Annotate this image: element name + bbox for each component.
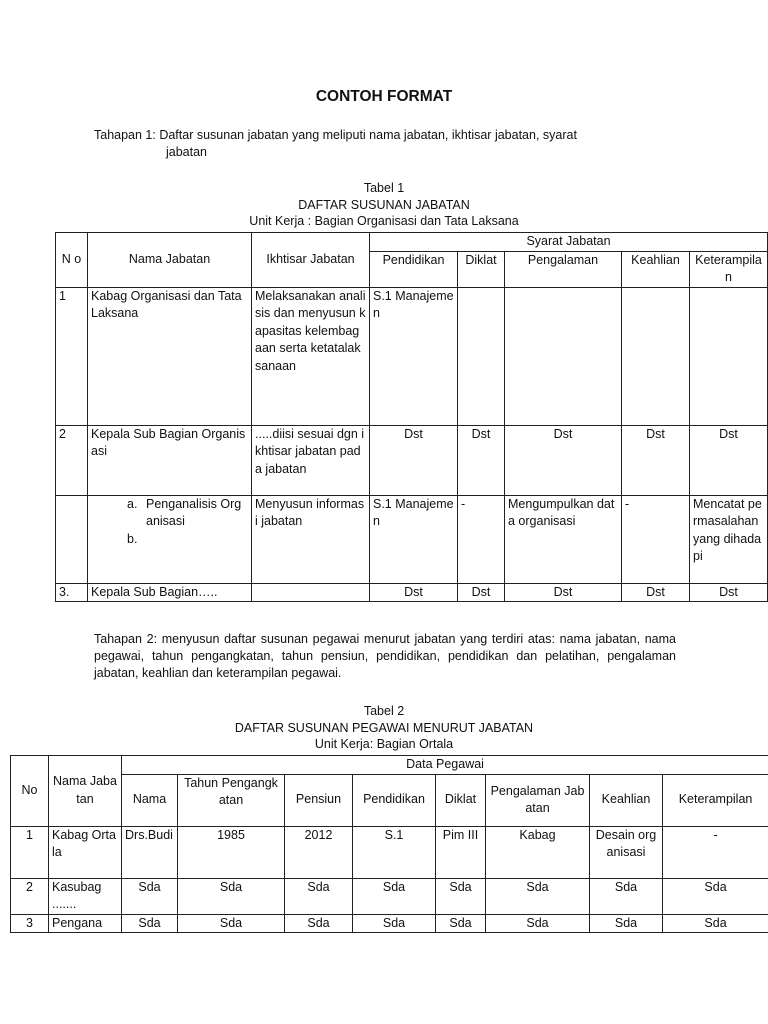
t2-r1-keterampilan: - [663, 826, 768, 878]
t2-header-pendidikan: Pendidikan [353, 774, 436, 826]
t2-r2-no: 2 [11, 878, 49, 914]
t2-r3-keterampilan: Sda [663, 914, 768, 933]
t1-header-pendidikan: Pendidikan [370, 251, 458, 287]
t1-header-keahlian: Keahlian [622, 251, 690, 287]
t2-r2-keterampilan: Sda [663, 878, 768, 914]
t1-row-3 [56, 495, 768, 583]
t2-header-no: No [11, 756, 49, 827]
t1-row-1 [56, 287, 768, 425]
table-2-caption-number: Tabel 2 [363, 704, 405, 718]
t2-row-2 [11, 878, 768, 914]
t1-r2-keahlian: Dst [622, 425, 690, 495]
t2-r2-nama: Sda [122, 878, 178, 914]
t2-header-data-pegawai: Data Pegawai [122, 756, 768, 775]
t1-header-ikhtisar-jabatan: Ikhtisar Jabatan [252, 233, 370, 288]
t2-header-keahlian: Keahlian [590, 774, 663, 826]
t1-r4-keterampilan: Dst [690, 583, 768, 602]
t1-r2-pendidikan: Dst [370, 425, 458, 495]
t2-r3-tahun: Sda [178, 914, 285, 933]
table-daftar-susunan-jabatan [55, 232, 768, 602]
t1-header-no: N o [56, 233, 88, 288]
t2-r3-no: 3 [11, 914, 49, 933]
t2-r2-pendidikan: Sda [353, 878, 436, 914]
t1-header-pengalaman: Pengalaman [505, 251, 622, 287]
t2-header-pengalaman-jabatan: Pengalaman Jabatan [486, 774, 590, 826]
t2-r3-diklat: Sda [436, 914, 486, 933]
t1-r2-pengalaman: Dst [505, 425, 622, 495]
t1-r1-no: 1 [56, 287, 88, 425]
t1-header-diklat: Diklat [458, 251, 505, 287]
table-2-caption-title: DAFTAR SUSUNAN PEGAWAI MENURUT JABATAN [234, 720, 534, 735]
t1-r3-keahlian: - [622, 495, 690, 583]
t2-row-3 [11, 914, 768, 933]
stage-1-line-1: Tahapan 1: Daftar susunan jabatan yang meliputi nama jabatan, ikhtisar jabatan, syarat [94, 128, 577, 142]
table-1-caption-unit: Unit Kerja : Bagian Organisasi dan Tata Laksana [249, 214, 519, 228]
t1-r1-nama: Kabag Organisasi dan Tata Laksana [88, 287, 252, 425]
t2-r2-diklat: Sda [436, 878, 486, 914]
t1-r3-sub-a-marker: a. [127, 496, 138, 511]
t1-r3-pendidikan: S.1 Manajemen [370, 495, 458, 583]
stage-2-paragraph: Tahapan 2: menyusun daftar susunan pegawai menurut jabatan yang terdiri atas: nama jabatan, nama pegawai, tahun pengangkatan, tahun pensiun, pendidikan, pendidikan dan pelatihan, pengalaman jabatan, keahlian dan keterampilan pegawai. [94, 632, 676, 680]
t1-r4-pendidikan: Dst [370, 583, 458, 602]
t1-r2-nama: Kepala Sub Bagian Organisasi [88, 425, 252, 495]
table-2-caption-unit: Unit Kerja: Bagian Ortala [314, 737, 454, 751]
t2-header-keterampilan: Keterampilan [663, 774, 768, 826]
t2-r2-jabatan: Kasubag ....... [49, 878, 122, 914]
t1-row-2 [56, 425, 768, 495]
stage-1-paragraph [94, 127, 676, 161]
t2-r1-pengalaman: Kabag [486, 826, 590, 878]
t2-r2-pensiun: Sda [285, 878, 353, 914]
t1-r3-no [56, 495, 88, 583]
t1-r1-diklat [458, 287, 505, 425]
t1-r3-ikhtisar: Menyusun informasi jabatan [252, 495, 370, 583]
t1-r4-diklat: Dst [458, 583, 505, 602]
t2-r3-jabatan: Pengana [49, 914, 122, 933]
table-1-caption-number: Tabel 1 [363, 181, 405, 195]
t1-r3-sub-item-a [127, 496, 248, 531]
t1-r3-diklat: - [458, 495, 505, 583]
t1-r4-keahlian: Dst [622, 583, 690, 602]
t1-r3-keterampilan: Mencatat permasalahan yang dihadapi [690, 495, 768, 583]
t1-r3-sub-item-b [127, 531, 248, 549]
t2-r1-diklat: Pim III [436, 826, 486, 878]
t1-r2-ikhtisar: .....diisi sesuai dgn ikhtisar jabatan pada jabatan [252, 425, 370, 495]
t2-r3-pengalaman: Sda [486, 914, 590, 933]
t2-r1-pensiun: 2012 [285, 826, 353, 878]
t2-r3-keahlian: Sda [590, 914, 663, 933]
t2-r1-keahlian: Desain organisasi [590, 826, 663, 878]
table-2-caption [0, 703, 768, 753]
t2-r1-no: 1 [11, 826, 49, 878]
t1-r4-no: 3. [56, 583, 88, 602]
t1-r4-ikhtisar [252, 583, 370, 602]
t1-r4-nama: Kepala Sub Bagian….. [88, 583, 252, 602]
t1-r2-diklat: Dst [458, 425, 505, 495]
t2-header-nama: Nama [122, 774, 178, 826]
t2-r1-pendidikan: S.1 [353, 826, 436, 878]
t1-header-keterampilan: Keterampilan [690, 251, 768, 287]
t2-r3-nama: Sda [122, 914, 178, 933]
t1-r1-ikhtisar: Melaksanakan analisis dan menyusun kapasitas kelembagaan serta ketatalaksanaan [252, 287, 370, 425]
t1-r2-no: 2 [56, 425, 88, 495]
t1-r3-sub-a-text: Penganalisis Organisasi [146, 496, 242, 528]
t2-header-diklat: Diklat [436, 774, 486, 826]
t1-r3-sub-list [91, 496, 248, 549]
t2-r1-nama: Drs.Budi [122, 826, 178, 878]
t2-row-1 [11, 826, 768, 878]
t1-r4-pengalaman: Dst [505, 583, 622, 602]
t1-r2-keterampilan: Dst [690, 425, 768, 495]
t1-r1-keterampilan [690, 287, 768, 425]
t2-header-pensiun: Pensiun [285, 774, 353, 826]
stage-1-line-2: jabatan [166, 145, 208, 159]
t2-r1-tahun: 1985 [178, 826, 285, 878]
t2-header-tahun-pengangkatan: Tahun Pengangkatan [178, 774, 285, 826]
t2-r3-pendidikan: Sda [353, 914, 436, 933]
t1-header-nama-jabatan: Nama Jabatan [88, 233, 252, 288]
t2-r2-tahun: Sda [178, 878, 285, 914]
t2-header-nama-jabatan: Nama Jabatan [49, 756, 122, 827]
t2-r2-pengalaman: Sda [486, 878, 590, 914]
t2-r1-jabatan: Kabag Ortala [49, 826, 122, 878]
table-1-caption [0, 180, 768, 230]
t1-r1-keahlian [622, 287, 690, 425]
t1-header-syarat-jabatan: Syarat Jabatan [370, 233, 768, 252]
document-title: CONTOH FORMAT [315, 88, 453, 105]
t1-r3-nama [88, 495, 252, 583]
t1-r1-pendidikan: S.1 Manajemen [370, 287, 458, 425]
t1-r3-pengalaman: Mengumpulkan data organisasi [505, 495, 622, 583]
table-1-caption-title: DAFTAR SUSUNAN JABATAN [298, 197, 470, 212]
t2-r3-pensiun: Sda [285, 914, 353, 933]
t1-r3-sub-b-marker: b. [127, 531, 138, 546]
table-daftar-susunan-pegawai [10, 755, 768, 933]
t1-r1-pengalaman [505, 287, 622, 425]
t1-row-4 [56, 583, 768, 602]
t2-r2-keahlian: Sda [590, 878, 663, 914]
